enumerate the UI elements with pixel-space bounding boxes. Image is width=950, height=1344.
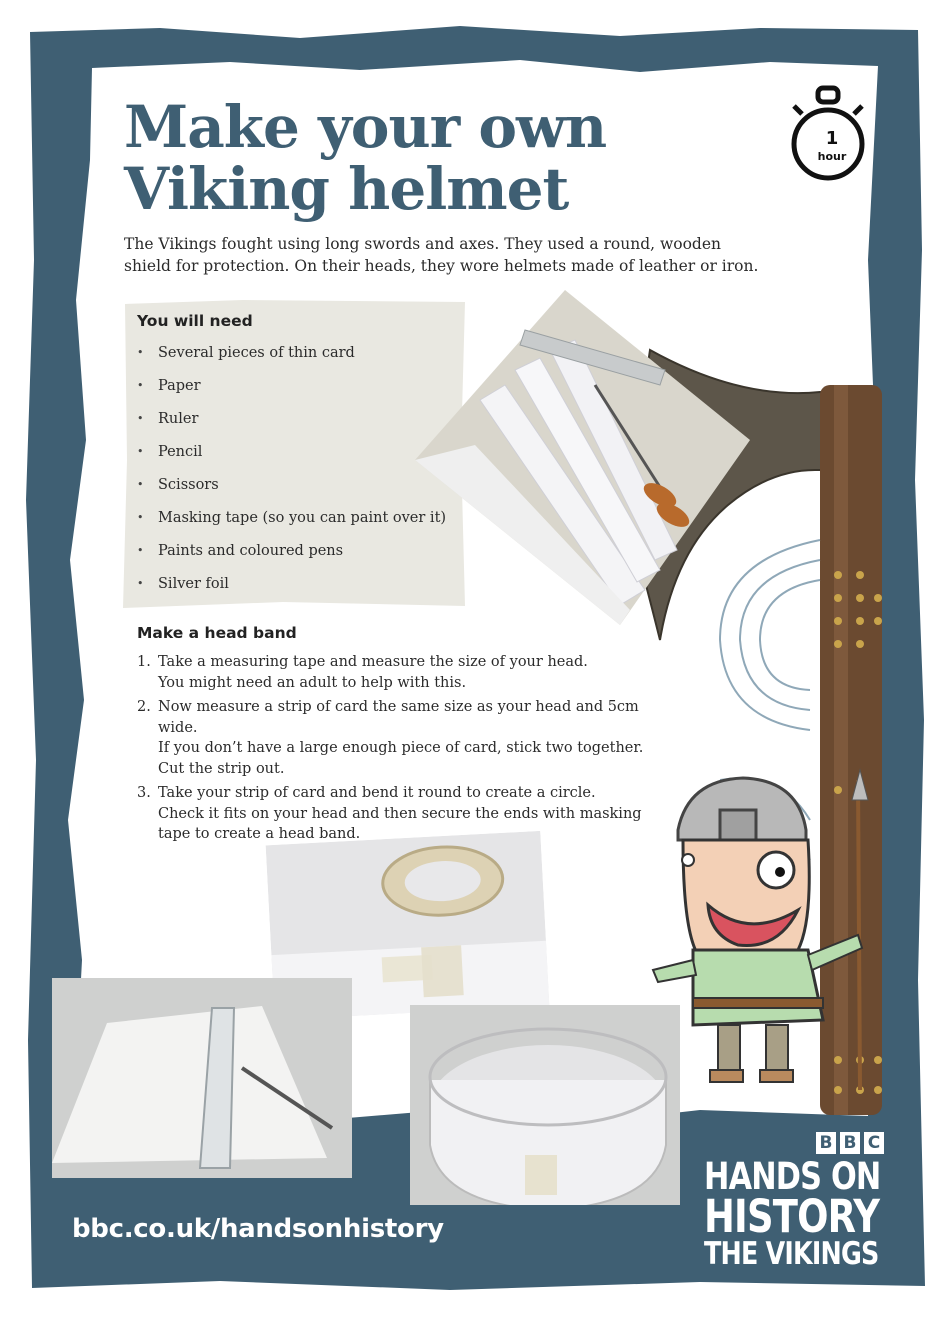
title-line-1: Make your own bbox=[124, 93, 607, 161]
step-line: Check it fits on your head and then secure the ends with masking bbox=[158, 805, 642, 822]
timer-unit: hour bbox=[817, 150, 847, 163]
step-line: If you don’t have a large enough piece of card, stick two together. bbox=[158, 740, 644, 756]
list-item: • Several pieces of thin card bbox=[137, 343, 446, 376]
list-item: • Masking tape (so you can paint over it) bbox=[137, 508, 446, 541]
bbc-logo bbox=[816, 1132, 884, 1156]
series-logo-line-2: HISTORY bbox=[704, 1190, 880, 1243]
step-line: Cut the strip out. bbox=[158, 760, 285, 777]
materials-heading: You will need bbox=[137, 312, 253, 330]
step-line: Now measure a strip of card the same size as your head and 5cm wide. bbox=[158, 699, 639, 736]
list-item: • Pencil bbox=[137, 442, 446, 475]
step-number: 3. bbox=[137, 785, 151, 801]
list-item: • Silver foil bbox=[137, 574, 446, 607]
step-line: You might need an adult to help with this. bbox=[158, 674, 467, 691]
series-logo bbox=[704, 1155, 881, 1272]
list-item: • Scissors bbox=[137, 475, 446, 508]
bbc-logo-letter: B bbox=[816, 1132, 836, 1154]
viking-character bbox=[648, 760, 878, 1100]
materials-photo bbox=[415, 290, 750, 630]
step-number: 1. bbox=[137, 654, 151, 670]
bbc-logo-letter: C bbox=[864, 1132, 884, 1154]
step-number: 2. bbox=[137, 699, 151, 715]
page-title bbox=[124, 93, 607, 223]
list-item: • Ruler bbox=[137, 409, 446, 442]
materials-list bbox=[137, 343, 446, 607]
step-line: tape to create a head band. bbox=[158, 826, 361, 842]
title-line-2: Viking helmet bbox=[124, 155, 569, 223]
headband-photo bbox=[410, 1005, 680, 1205]
ruler-photo bbox=[52, 978, 352, 1178]
head-band-heading: Make a head band bbox=[137, 624, 297, 642]
series-logo-line-1: HANDS ON bbox=[704, 1155, 881, 1198]
list-item: • Paper bbox=[137, 376, 446, 409]
step-item bbox=[137, 652, 657, 693]
head-band-steps bbox=[137, 652, 657, 849]
step-line: Take your strip of card and bend it round to create a circle. bbox=[158, 785, 596, 801]
timer-value: 1 bbox=[825, 128, 839, 149]
website-link[interactable]: bbc.co.uk/handsonhistory bbox=[72, 1214, 444, 1244]
list-item: • Paints and coloured pens bbox=[137, 541, 446, 574]
step-item bbox=[137, 697, 657, 779]
step-line: Take a measuring tape and measure the size of your head. bbox=[158, 654, 588, 670]
intro-text: The Vikings fought using long swords and axes. They used a round, wooden shield for protection. On their heads, they wore helmets made of leather or iron. bbox=[124, 235, 759, 275]
series-logo-line-3: THE VIKINGS bbox=[704, 1236, 879, 1272]
step-item bbox=[137, 783, 657, 845]
bbc-logo-letter: B bbox=[840, 1132, 860, 1154]
